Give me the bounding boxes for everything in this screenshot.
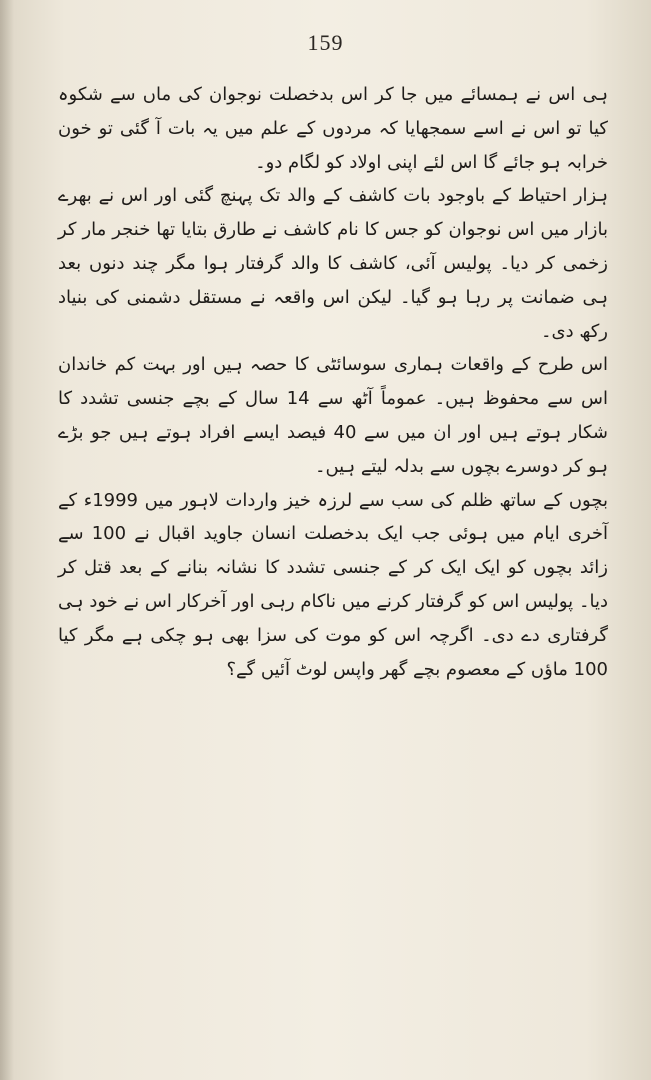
body-text	[58, 78, 608, 686]
paragraph-3: اس طرح کے واقعات ہماری سوسائٹی کا حصہ ہیں اور بہت کم خاندان اس سے محفوظ ہیں۔ عموماً آٹھ سے 14 سال کے بچے جنسی تشدد کا شکار ہوتے ہیں اور ان میں سے 40 فیصد ایسے افراد ہوتے ہیں جو بڑے ہو کر دوسرے بچوں سے بدلہ لیتے ہیں۔	[58, 354, 608, 477]
paragraph-4: بچوں کے ساتھ ظلم کی سب سے لرزہ خیز واردات لاہور میں 1999ء کے آخری ایام میں ہوئی جب ایک بدخصلت انسان جاوید اقبال نے 100 سے زائد بچوں کو ایک ایک کر کے جنسی تشدد کا نشانہ بنانے کے بعد قتل کر دیا۔ پولیس اس کو گرفتار کرنے میں ناکام رہی اور آخرکار اس نے خود ہی گرفتاری دے دی۔ اگرچہ اس کو موت کی سزا بھی ہو چکی ہے مگر کیا 100 ماؤں کے معصوم بچے گھر واپس لوٹ آئیں گے؟	[58, 489, 608, 680]
page-edge-shadow	[0, 0, 14, 1080]
paragraph-2: ہزار احتیاط کے باوجود بات کاشف کے والد تک پہنچ گئی اور اس نے بھرے بازار میں اس نوجوان کو جس کا نام کاشف نے طارق بتایا تھا خنجر مار کر زخمی کر دیا۔ پولیس آئی، کاشف کا والد گرفتار ہوا مگر چند دنوں بعد ہی ضمانت پر رہا ہو گیا۔ لیکن اس واقعہ نے مستقل دشمنی کی بنیاد رکھ دی۔	[58, 185, 608, 342]
page-number: 159	[307, 30, 344, 55]
paragraph-1: ہی اس نے ہمسائے میں جا کر اس بدخصلت نوجوان کی ماں سے شکوہ کیا تو اس نے اسے سمجھایا کہ مردوں کے علم میں یہ بات آ گئی تو خون خرابہ ہو جائے گا اس لئے اپنی اولاد کو لگام دو۔	[58, 84, 608, 173]
